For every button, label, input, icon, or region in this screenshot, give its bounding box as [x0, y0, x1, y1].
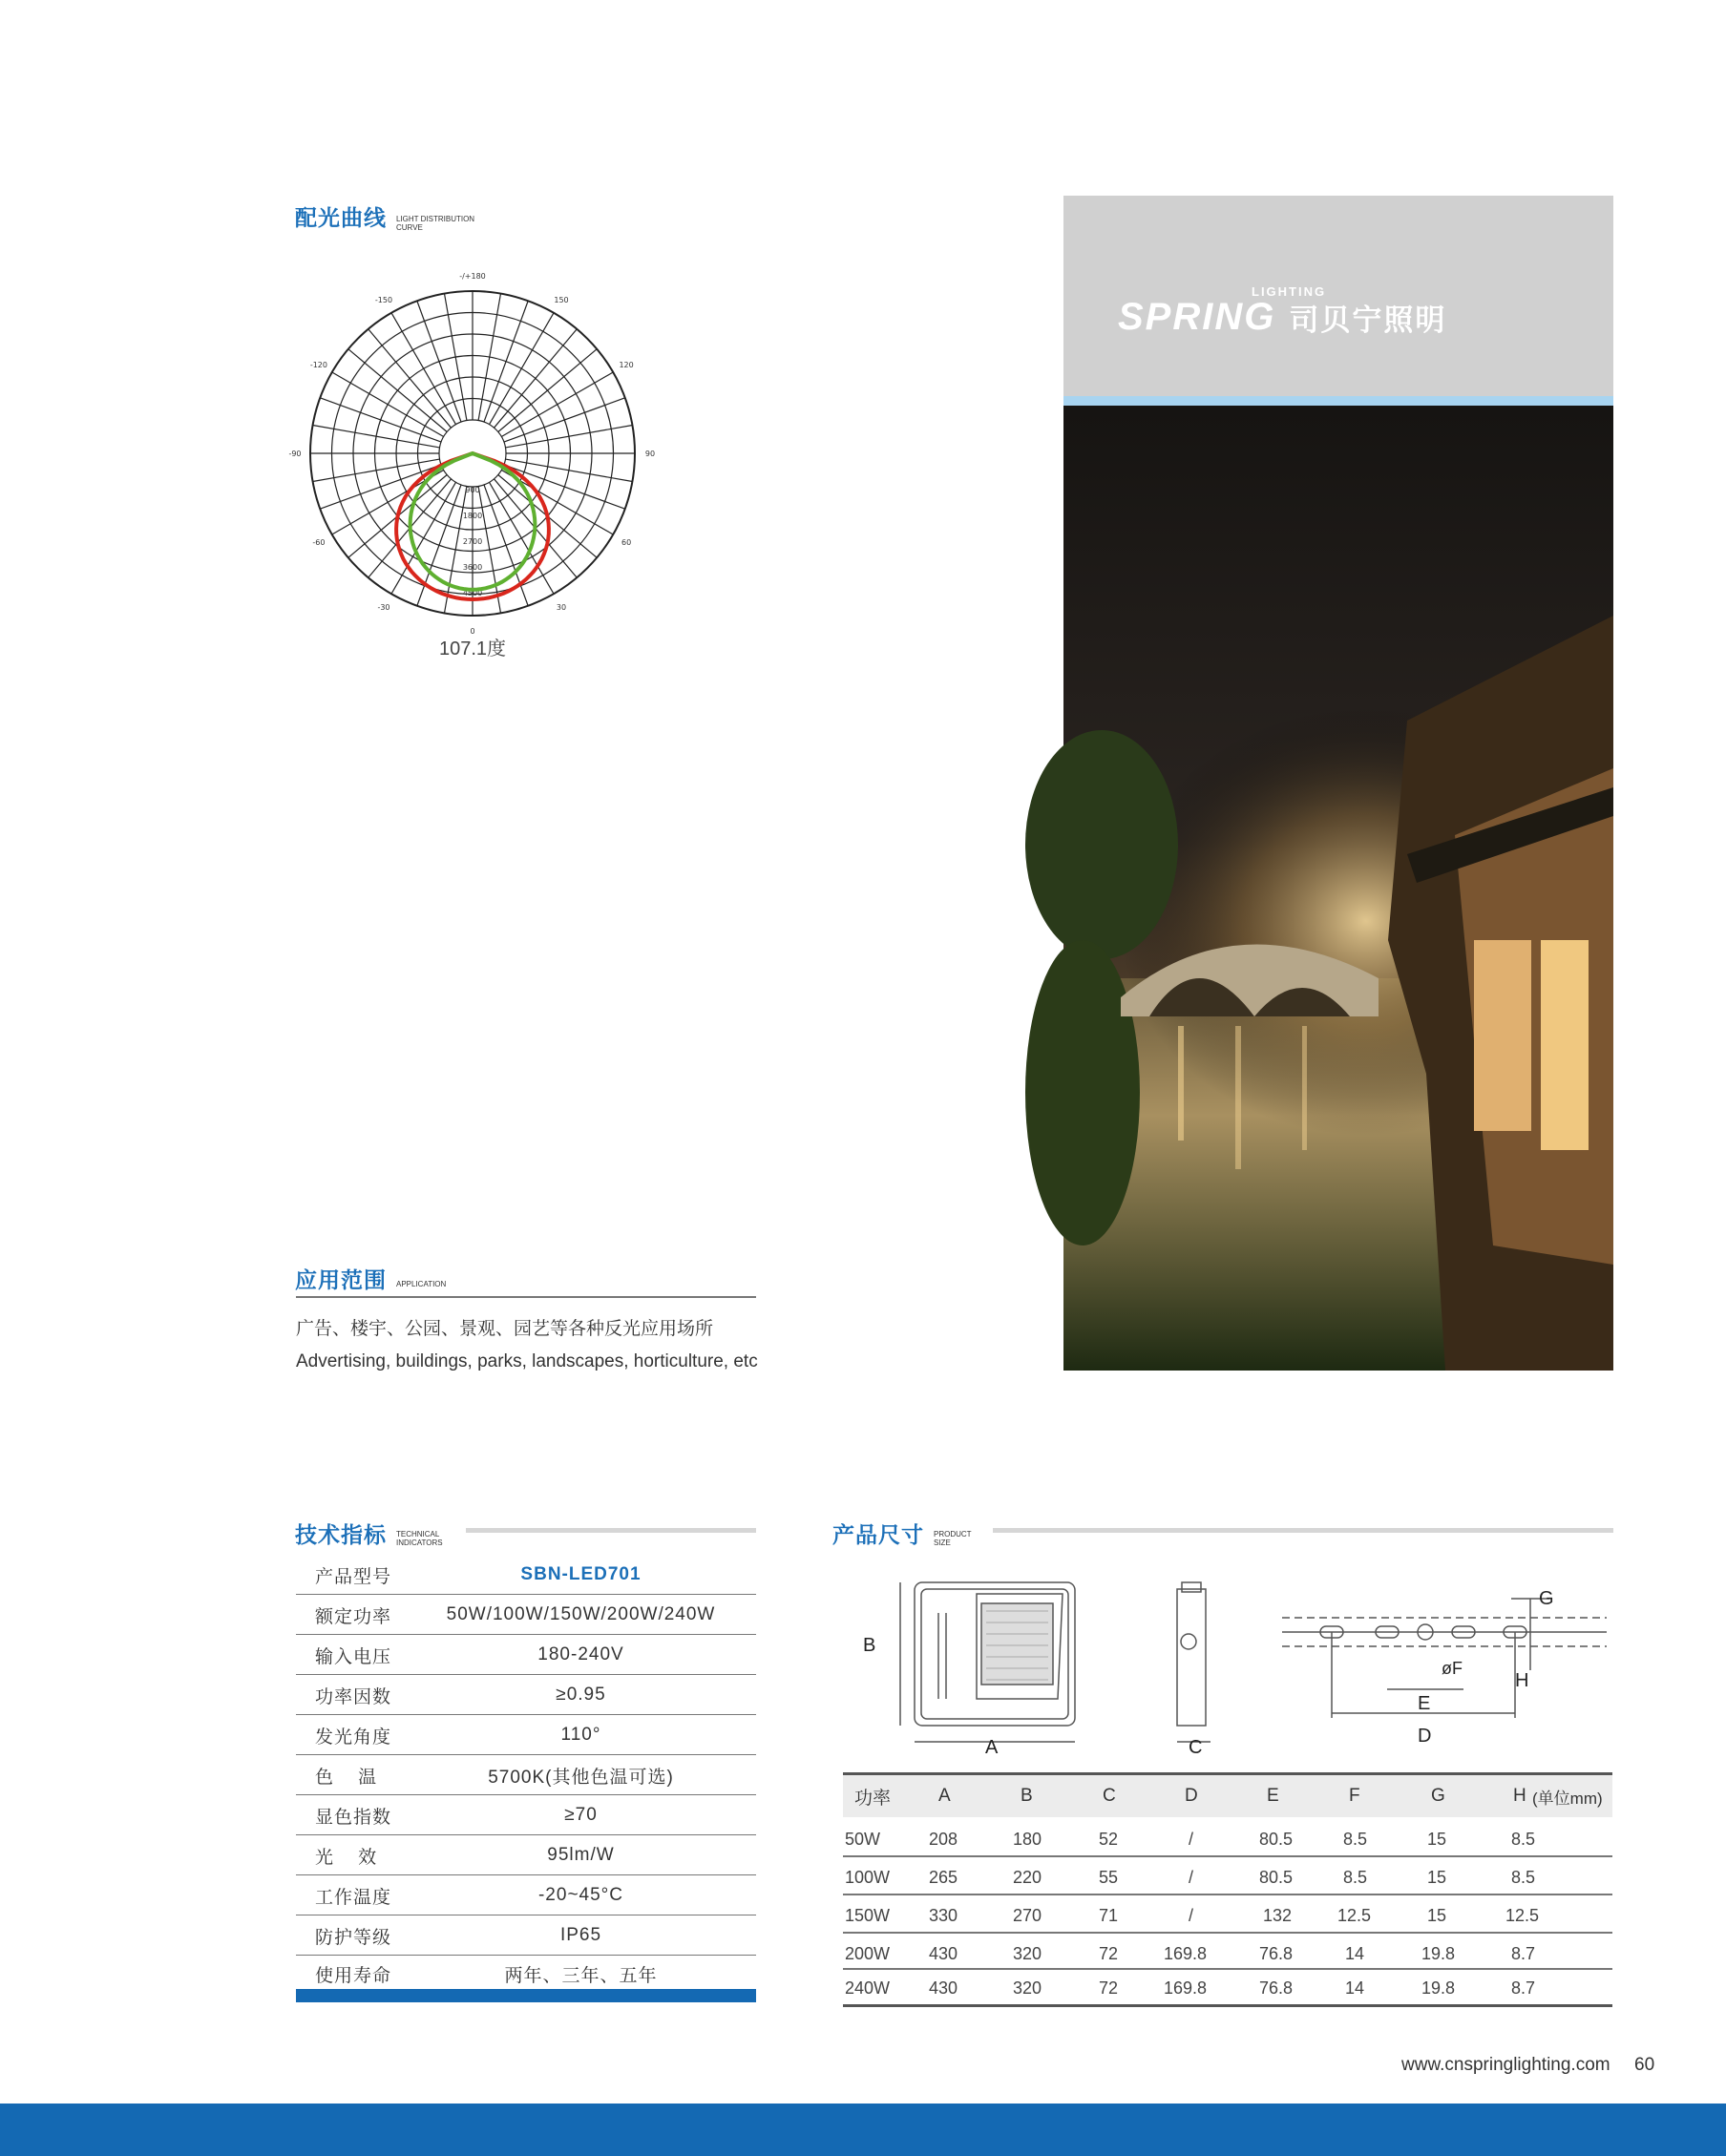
polar-angle-label: -90	[288, 450, 302, 458]
dim-cell: 265	[929, 1867, 958, 1887]
dim-cell: 270	[1013, 1905, 1042, 1925]
polar-angle-label: -60	[312, 538, 326, 547]
size-subtitle: PRODUCT SIZE	[934, 1530, 972, 1547]
dim-label-f: øF	[1442, 1659, 1463, 1678]
spec-label: 额定功率	[315, 1606, 392, 1627]
polar-angle-label: 30	[556, 603, 567, 613]
spec-value: -20~45°C	[537, 1885, 623, 1905]
spec-row	[296, 1636, 756, 1675]
dim-label-c: C	[1189, 1737, 1203, 1758]
polar-angle-label: -30	[377, 603, 390, 613]
dim-header-cell: G	[1431, 1786, 1445, 1806]
dim-cell: 8.7	[1511, 1978, 1536, 1998]
dim-header-cell: D	[1185, 1786, 1198, 1806]
dimension-drawings	[843, 1565, 1612, 1756]
polar-angle-label: -/+180	[459, 272, 486, 281]
application-title: 应用范围	[295, 1267, 387, 1292]
dim-cell: 80.5	[1259, 1829, 1294, 1849]
dim-cell: 180	[1013, 1829, 1042, 1849]
spec-row	[296, 1836, 756, 1875]
polar-angle-label: -150	[374, 295, 393, 304]
tech-heading	[295, 1518, 463, 1549]
application-text-en: Advertising, buildings, parks, landscapes, horticulture, etc	[296, 1351, 758, 1371]
dim-cell: 430	[929, 1978, 958, 1998]
spec-value: ≥0.95	[556, 1685, 606, 1705]
dim-table-row	[843, 1903, 1612, 1928]
dim-header-cell: F	[1349, 1786, 1360, 1806]
dim-cell: 80.5	[1259, 1867, 1294, 1887]
brand-en: SPRING	[1118, 296, 1276, 338]
application-subtitle: APPLICATION	[396, 1280, 447, 1288]
dim-cell: 72	[1099, 1943, 1119, 1963]
spec-row	[296, 1676, 756, 1715]
dim-cell: 169.8	[1164, 1943, 1208, 1963]
spec-value: 5700K(其他色温可选)	[488, 1767, 674, 1788]
spec-label: 色 温	[315, 1767, 378, 1788]
polar-angle-label: 0	[470, 627, 475, 636]
dim-table-row	[843, 1827, 1612, 1852]
dim-cell: 330	[929, 1905, 958, 1925]
spec-label: 光 效	[315, 1847, 378, 1868]
dim-cell: 240W	[845, 1978, 891, 1998]
dim-cell: 12.5	[1505, 1905, 1540, 1925]
dim-cell: 50W	[845, 1829, 881, 1849]
side-view-drawing	[1177, 1582, 1210, 1742]
dim-cell: /	[1189, 1867, 1194, 1887]
light-distribution-subtitle: LIGHT DISTRIBUTION CURVE	[396, 215, 475, 232]
dim-cell: 100W	[845, 1867, 891, 1887]
brand-logo	[1118, 284, 1447, 339]
tech-title: 技术指标	[295, 1522, 387, 1547]
spec-label: 产品型号	[315, 1566, 392, 1587]
polar-angle-label: 60	[621, 538, 632, 547]
spec-value: 两年、三年、五年	[504, 1965, 658, 1986]
dim-cell: 320	[1013, 1943, 1042, 1963]
dim-table-row	[843, 1865, 1612, 1890]
dim-cell: 208	[929, 1829, 958, 1849]
size-title: 产品尺寸	[832, 1522, 924, 1547]
dim-label-g: G	[1539, 1588, 1554, 1609]
dim-table-row	[843, 1976, 1612, 2000]
brand-sub: LIGHTING	[1252, 284, 1327, 299]
polar-spoke	[484, 301, 528, 422]
website-link[interactable]: www.cnspringlighting.com	[1401, 2055, 1610, 2075]
polar-angle-label: 150	[554, 295, 569, 304]
dim-row-divider	[843, 1855, 1612, 1857]
spec-row	[296, 1596, 756, 1635]
dim-label-b: B	[863, 1635, 876, 1656]
polar-radial-label: 3600	[462, 563, 483, 572]
dim-cell: 15	[1427, 1867, 1447, 1887]
dim-cell: 71	[1099, 1905, 1119, 1925]
dim-row-divider	[843, 1894, 1612, 1895]
polar-spoke	[504, 398, 625, 442]
spec-label: 工作温度	[315, 1887, 392, 1908]
spec-value: 50W/100W/150W/200W/240W	[446, 1604, 716, 1624]
brand-cn: 司贝宁照明	[1289, 304, 1447, 337]
dim-label-h: H	[1515, 1670, 1529, 1691]
spec-value: 180-240V	[537, 1644, 624, 1664]
spec-label: 显色指数	[315, 1807, 392, 1828]
spec-label: 功率因数	[315, 1686, 392, 1707]
spec-row	[296, 1716, 756, 1755]
dim-unit-label: (单位mm)	[1532, 1789, 1603, 1808]
dim-cell: 52	[1099, 1829, 1119, 1849]
dim-cell: 8.5	[1511, 1829, 1536, 1849]
spec-label: 发光角度	[315, 1727, 392, 1748]
spec-row	[296, 1756, 756, 1795]
polar-spoke	[320, 398, 441, 442]
dim-cell: 200W	[845, 1943, 891, 1963]
spec-row	[296, 1556, 756, 1595]
tech-subtitle: TECHNICAL INDICATORS	[396, 1530, 443, 1547]
spec-row	[296, 1958, 756, 1989]
polar-radial-label: 4500	[462, 589, 483, 597]
spec-label: 使用寿命	[315, 1965, 392, 1986]
footer-bar	[0, 2104, 1726, 2156]
spec-value: SBN-LED701	[520, 1564, 642, 1584]
night-river-town-photo	[1063, 406, 1613, 1371]
dim-cell: 19.8	[1421, 1978, 1456, 1998]
size-heading	[832, 1518, 986, 1549]
polar-radial-label: 900	[465, 486, 480, 494]
dim-cell: 220	[1013, 1867, 1042, 1887]
spec-value: ≥70	[564, 1805, 598, 1825]
spec-row	[296, 1796, 756, 1835]
dim-cell: /	[1189, 1905, 1194, 1925]
dim-row-divider	[843, 1932, 1612, 1934]
polar-angle-label: 120	[619, 361, 634, 369]
dim-cell: 12.5	[1337, 1905, 1372, 1925]
dim-cell: 169.8	[1164, 1978, 1208, 1998]
dim-cell: /	[1189, 1829, 1194, 1849]
front-view-drawing	[900, 1582, 1075, 1742]
dim-table-row	[843, 1941, 1612, 1966]
dim-cell: 14	[1345, 1943, 1365, 1963]
brand-banner	[1063, 196, 1613, 396]
dim-cell: 15	[1427, 1905, 1447, 1925]
dim-header-cell: A	[938, 1786, 951, 1806]
spec-label: 输入电压	[315, 1646, 392, 1667]
dim-header-cell: B	[1021, 1786, 1033, 1806]
spec-label: 防护等级	[315, 1927, 392, 1948]
dim-cell: 55	[1099, 1867, 1119, 1887]
dim-cell: 19.8	[1421, 1943, 1456, 1963]
polar-spoke	[417, 301, 461, 422]
beam-angle-label: 107.1度	[439, 638, 507, 659]
dim-cell: 76.8	[1259, 1978, 1294, 1998]
application-divider	[296, 1296, 756, 1298]
page-number: 60	[1634, 2055, 1655, 2075]
dim-row-divider	[843, 1968, 1612, 1970]
dim-cell: 8.5	[1343, 1829, 1368, 1849]
dim-table-bottom-line	[843, 2004, 1612, 2007]
dim-cell: 14	[1345, 1978, 1365, 1998]
dim-header-cell: C	[1103, 1786, 1116, 1806]
polar-angle-label: 90	[644, 450, 656, 458]
tech-heading-line	[466, 1528, 756, 1533]
dim-cell: 320	[1013, 1978, 1042, 1998]
dim-cell: 8.5	[1343, 1867, 1368, 1887]
polar-light-distribution-chart	[286, 272, 659, 659]
size-heading-line	[993, 1528, 1613, 1533]
light-distribution-title: 配光曲线	[295, 205, 387, 230]
dim-cell: 76.8	[1259, 1943, 1294, 1963]
spec-table-bottom-bar	[296, 1989, 756, 2002]
dim-label-d: D	[1418, 1726, 1432, 1747]
dim-cell: 430	[929, 1943, 958, 1963]
dim-cell: 72	[1099, 1978, 1119, 1998]
dim-table-header	[843, 1785, 1612, 1808]
dim-cell: 132	[1263, 1905, 1293, 1925]
banner-stripe	[1063, 396, 1613, 406]
spec-row	[296, 1876, 756, 1915]
dim-cell: 15	[1427, 1829, 1447, 1849]
application-text-cn: 广告、楼宇、公园、景观、园艺等各种反光应用场所	[296, 1319, 714, 1339]
light-distribution-heading	[295, 200, 501, 232]
application-heading	[295, 1263, 501, 1294]
spec-row	[296, 1916, 756, 1956]
polar-angle-label: -120	[309, 361, 327, 369]
spec-value: 110°	[560, 1725, 601, 1745]
polar-radial-label: 1800	[462, 512, 483, 520]
polar-radial-label: 2700	[462, 537, 483, 546]
dim-header-cell: H	[1513, 1786, 1526, 1806]
dim-header-cell: E	[1267, 1786, 1279, 1806]
dim-cell: 150W	[845, 1905, 891, 1925]
dim-cell: 8.5	[1511, 1867, 1536, 1887]
dim-label-a: A	[985, 1737, 999, 1758]
dim-cell: 8.7	[1511, 1943, 1536, 1963]
spec-value: IP65	[559, 1925, 602, 1945]
dim-label-e: E	[1418, 1693, 1431, 1714]
dim-header-cell: 功率	[854, 1788, 892, 1809]
spec-value: 95lm/W	[547, 1845, 615, 1865]
